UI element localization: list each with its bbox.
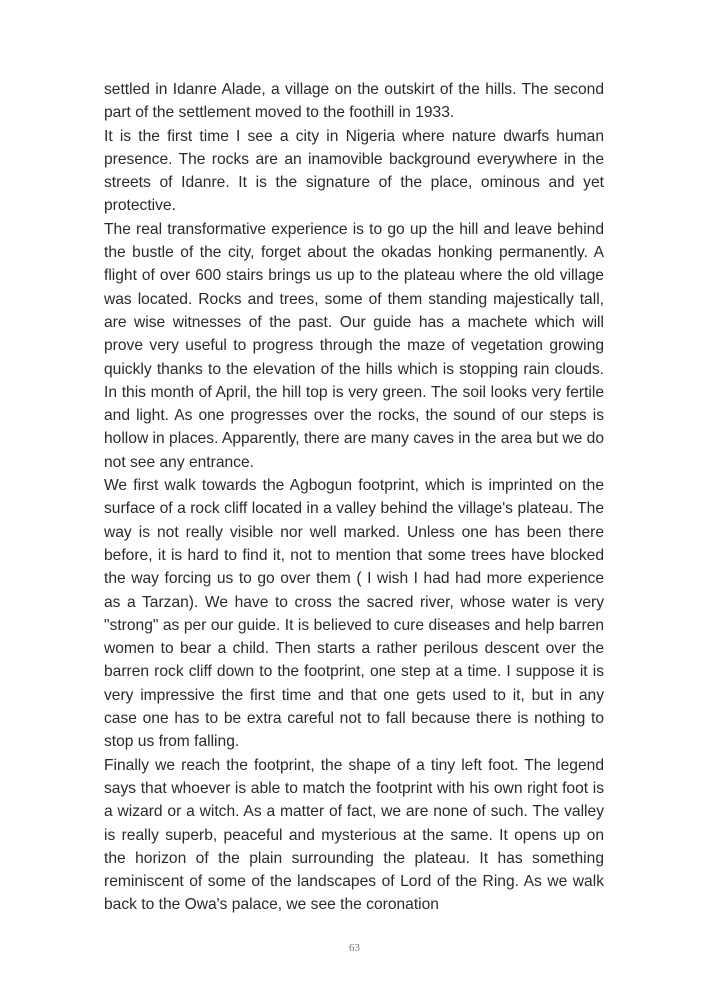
page-number: 63 (349, 942, 360, 954)
paragraph: We first walk towards the Agbogun footprint, which is imprinted on the surface of a rock cliff located in a valley behind the village's plateau. The way is not really visible nor well marked. Unless one has been there before, it is hard to find it, not to mention that some trees have blocked the way forcing us to go over them ( I wish I had had more experience as a Tarzan). We have to cross the sacred river, whose water is very "strong" as per our guide. It is believed to cure diseases and help barren women to bear a child. Then starts a rather perilous descent over the barren rock cliff down to the footprint, one step at a time. I suppose it is very impressive the first time and that one gets used to it, but in any case one has to be extra careful not to fall because there is nothing to stop us from falling. (104, 477, 604, 751)
page-body (104, 78, 604, 917)
paragraph: Finally we reach the footprint, the shape of a tiny left foot. The legend says that whoever is able to match the footprint with his own right foot is a wizard or a witch. As a matter of fact, we are none of such. The valley is really superb, peaceful and mysterious at the same. It opens up on the horizon of the plain surrounding the plateau. It has something reminiscent of some of the landscapes of Lord of the Ring. As we walk back to the Owa's palace, we see the coronation (104, 756, 604, 914)
paragraph: settled in Idanre Alade, a village on the outskirt of the hills. The second part of the settlement moved to the foothill in 1933. (104, 81, 604, 122)
paragraph: The real transformative experience is to go up the hill and leave behind the bustle of the city, forget about the okadas honking permanently. A flight of over 600 stairs brings us up to the plateau where the old village was located. Rocks and trees, some of them standing majestically tall, are wise witnesses of the past. Our guide has a machete which will prove very useful to progress through the maze of vegetation growing quickly thanks to the elevation of the hills which is stopping rain clouds. In this month of April, the hill top is very green. The soil looks very fertile and light. As one progresses over the rocks, the sound of our steps is hollow in places. Apparently, there are many caves in the area but we do not see any entrance. (104, 220, 604, 471)
paragraph: It is the first time I see a city in Nigeria where nature dwarfs human presence. The rocks are an inamovible background everywhere in the streets of Idanre. It is the signature of the place, ominous and yet protective. (104, 127, 604, 215)
